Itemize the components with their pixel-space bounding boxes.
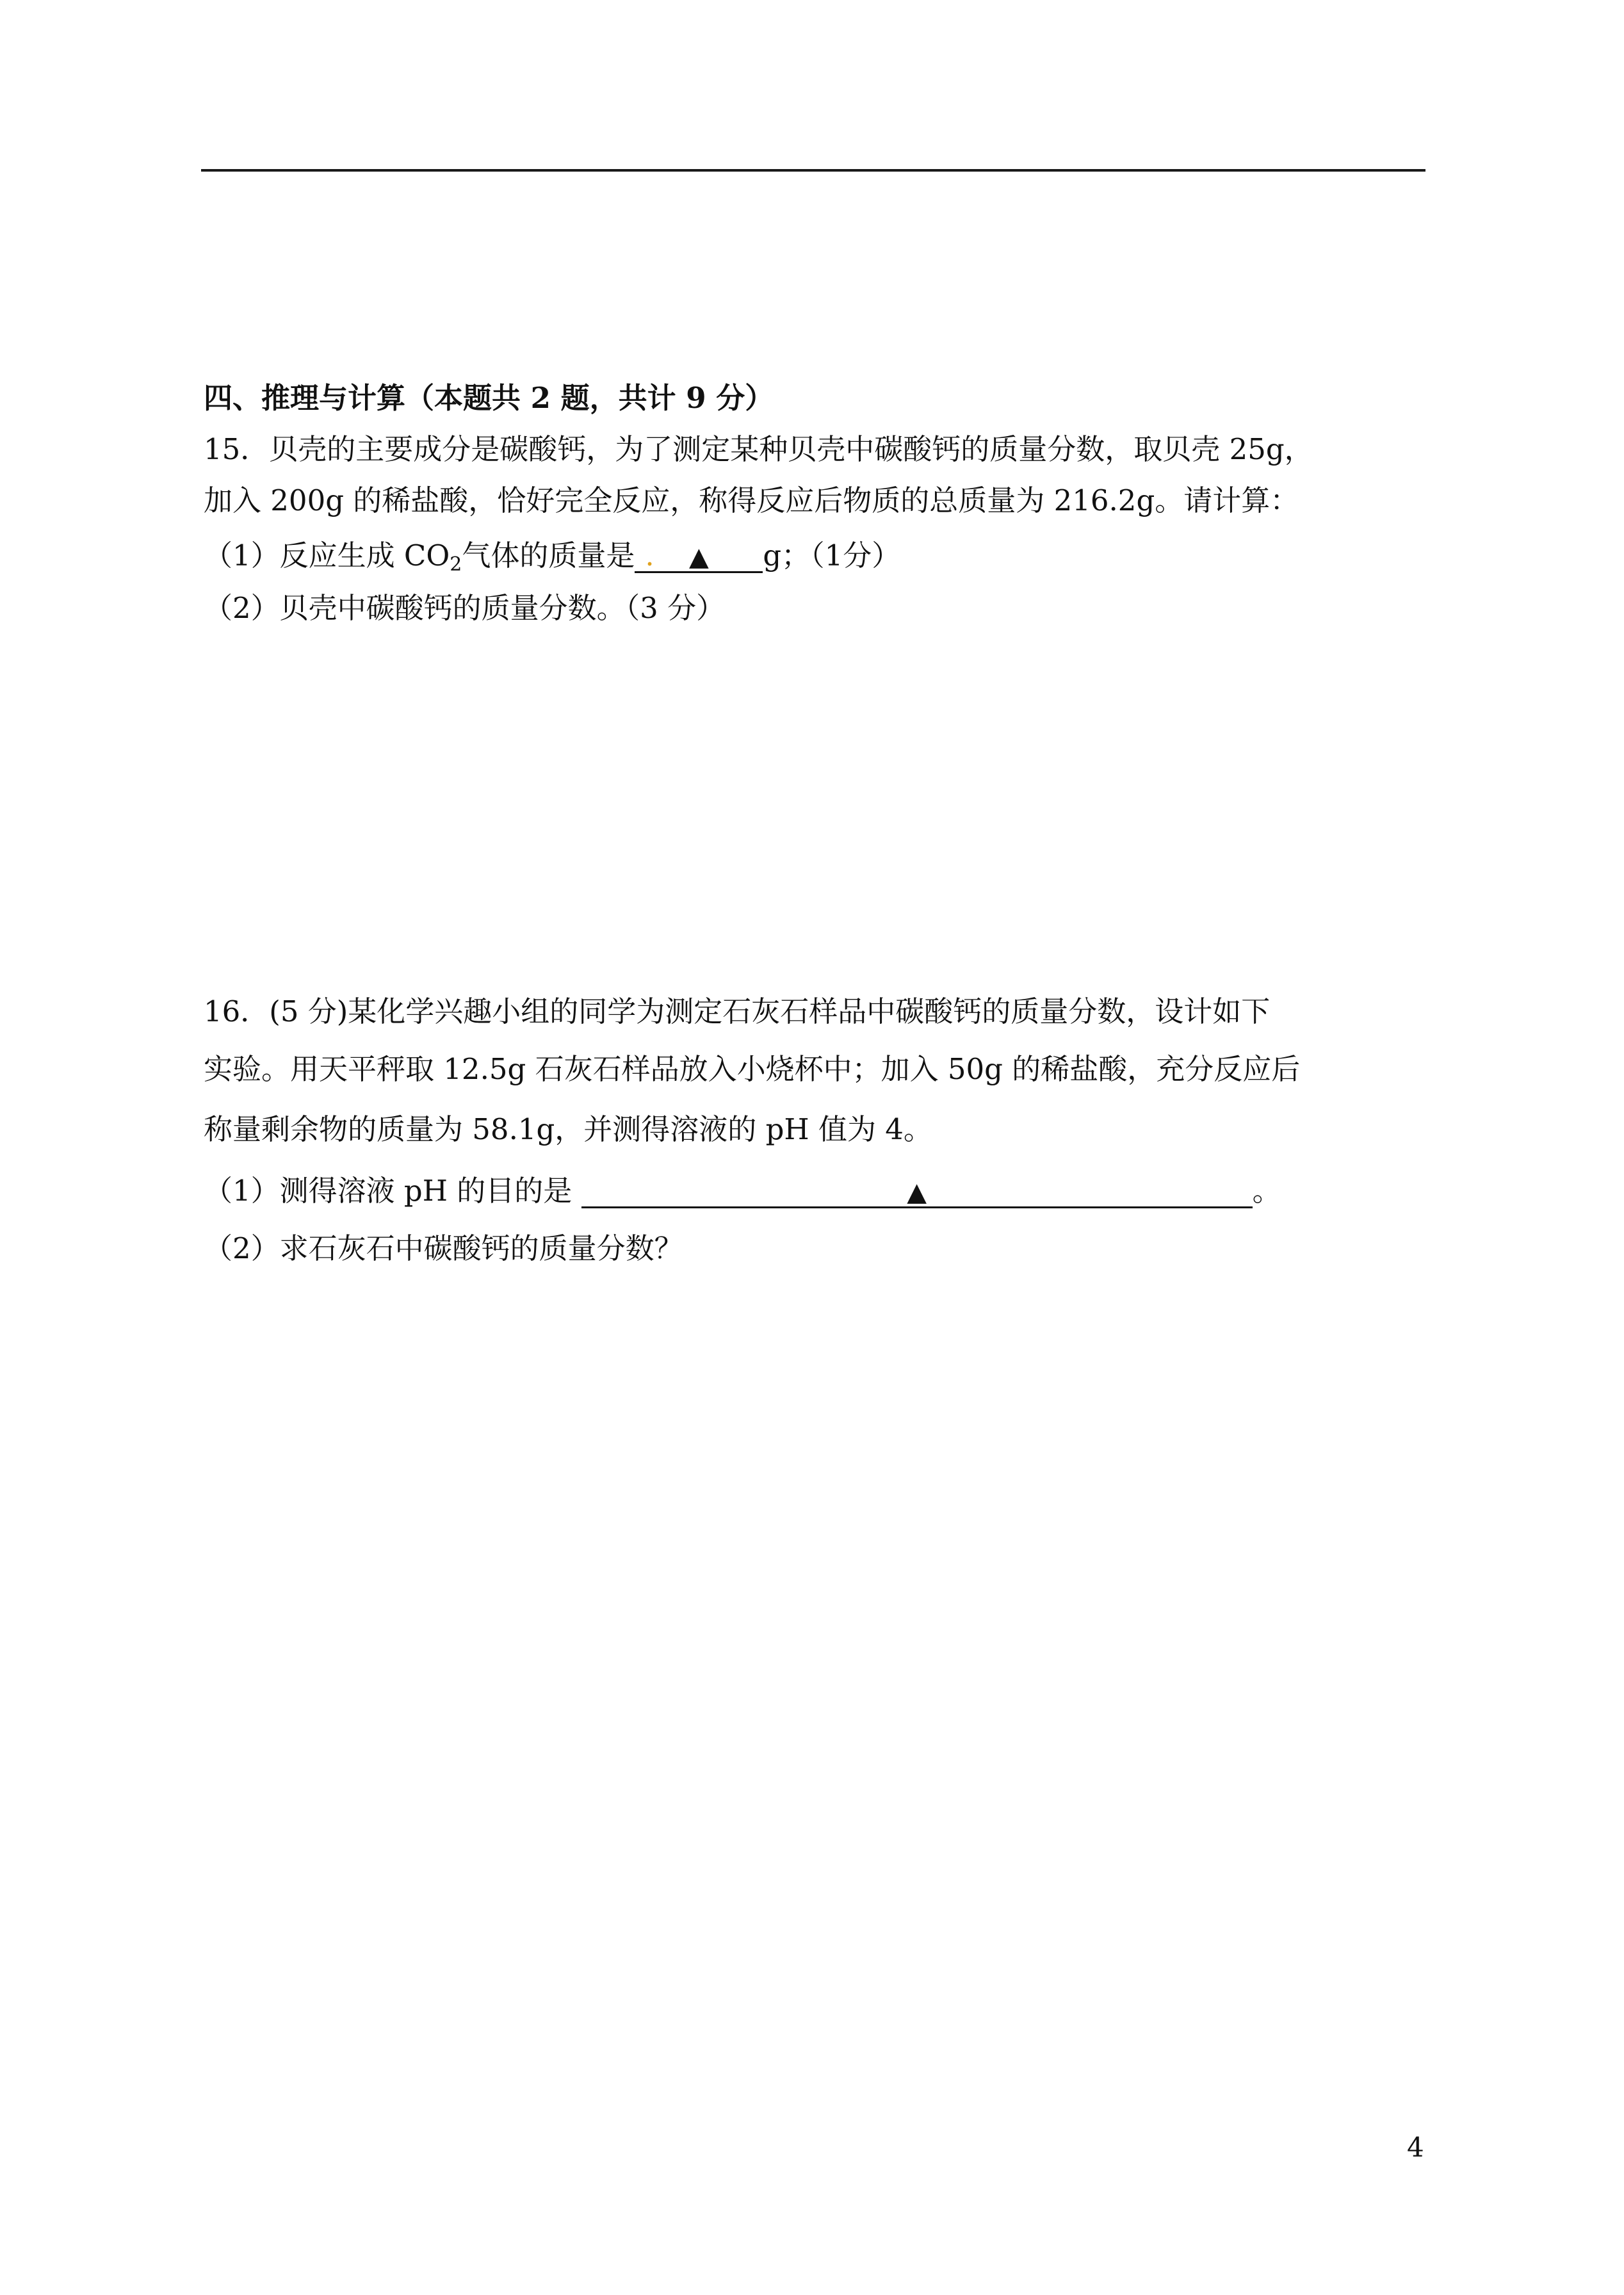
q15-line-2: 加入 200g 的稀盐酸，恰好完全反应，称得反应后物质的总质量为 216.2g。请计算：: [204, 483, 1299, 517]
q16-part-1: [204, 1172, 1281, 1210]
q16-part-2: （2）求石灰石中碳酸钙的质量分数？: [204, 1231, 683, 1265]
q16-line-1: 16．(5 分)某化学兴趣小组的同学为测定石灰石样品中碳酸钙的质量分数，设计如下: [204, 994, 1271, 1028]
q15-part-1-suffix: g；（1分）: [763, 539, 901, 572]
q15-part-1-prefix: （1）反应生成 CO: [204, 539, 450, 572]
q16-line-3: 称量剩余物的质量为 58.1g，并测得溶液的 pH 值为 4。: [204, 1112, 932, 1146]
q15-answer-blank[interactable]: [635, 537, 763, 573]
q16-answer-blank[interactable]: [581, 1172, 1253, 1208]
q15-part-1: [204, 537, 900, 584]
q15-part-1-mid: 气体的质量是: [462, 539, 635, 572]
q15-part-2: （2）贝壳中碳酸钙的质量分数。（3 分）: [204, 591, 726, 625]
q16-part-1-prefix: （1）测得溶液 pH 的目的是: [204, 1174, 572, 1208]
q15-line-1: 15．贝壳的主要成分是碳酸钙，为了测定某种贝壳中碳酸钙的质量分数，取贝壳 25g，: [204, 432, 1313, 466]
q16-part-1-suffix: 。: [1252, 1174, 1281, 1208]
q16-line-2: 实验。用天平秤取 12.5g 石灰石样品放入小烧杯中；加入 50g 的稀盐酸，充分反应后: [204, 1052, 1301, 1086]
co2-subscript: 2: [450, 553, 462, 576]
page-number: 4: [1407, 2132, 1424, 2163]
section-heading: 四、推理与计算（本题共 2 题，共计 9 分）: [204, 381, 774, 415]
blank-dot: .: [645, 539, 654, 572]
header-rule: [201, 169, 1425, 172]
triangle-mark-icon: ▲: [907, 1178, 927, 1207]
triangle-mark-icon: ▲: [688, 542, 709, 572]
